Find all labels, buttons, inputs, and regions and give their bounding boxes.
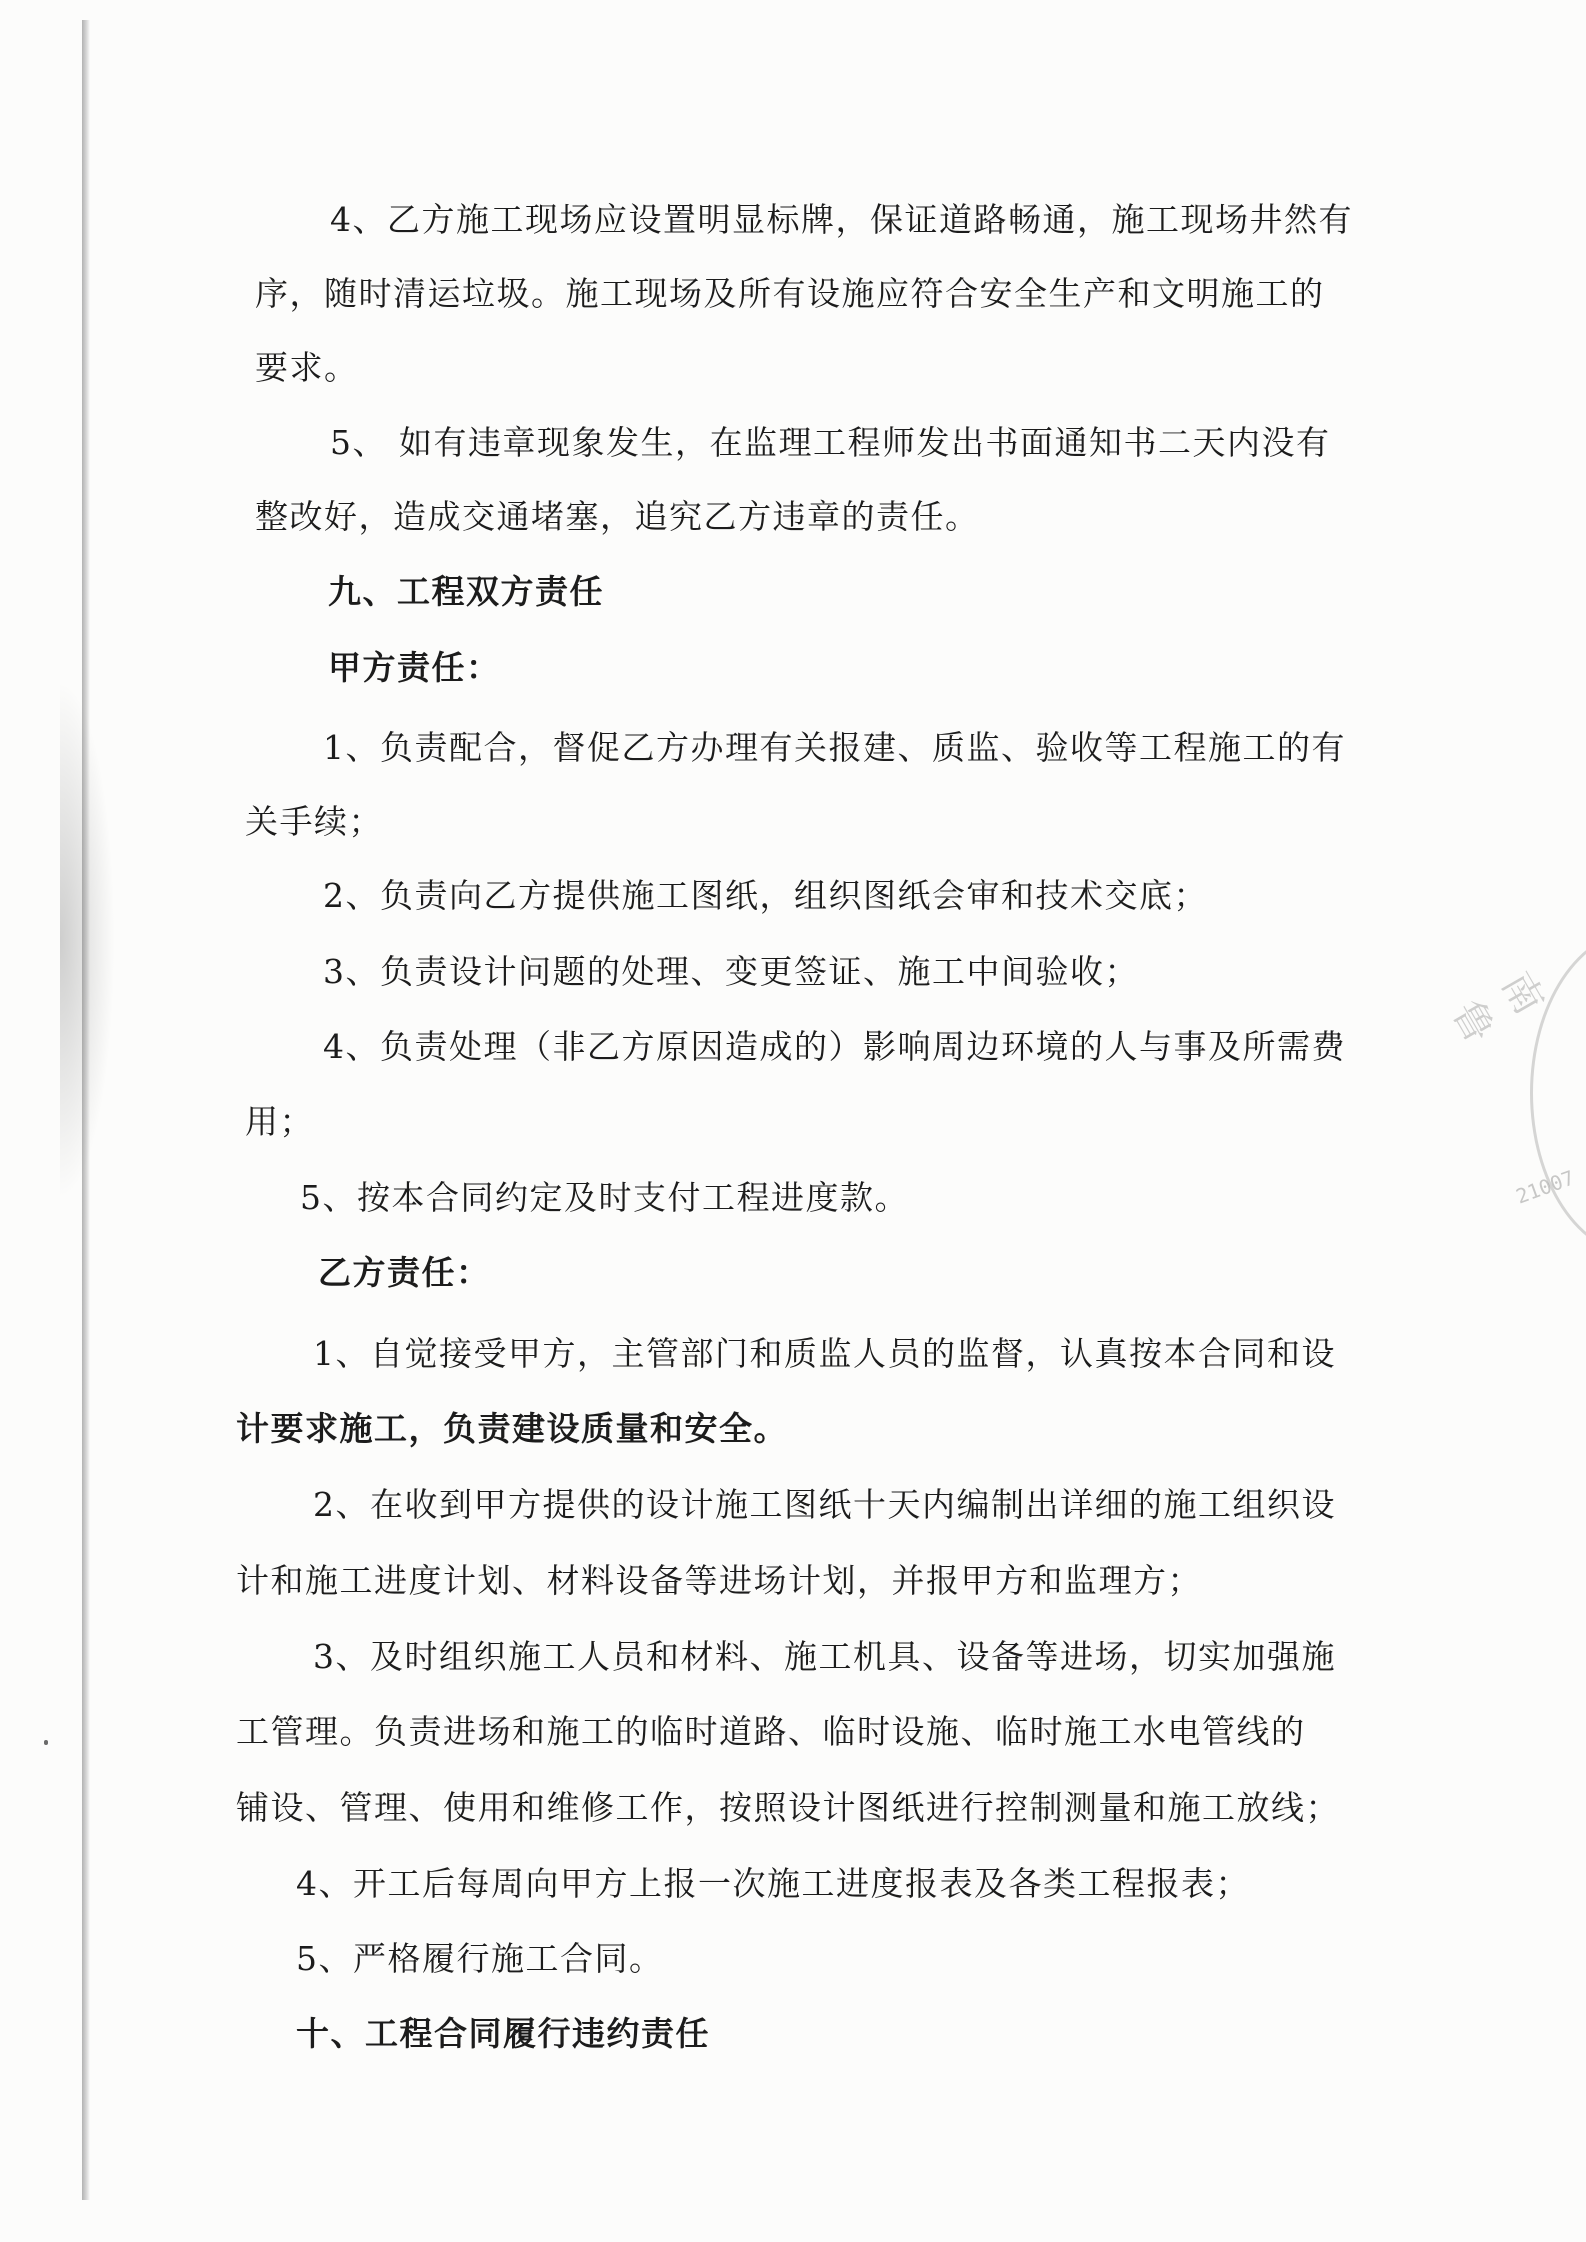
seal-number: 21007	[1512, 1165, 1578, 1209]
text-line-2: 序，随时清运垃圾。施工现场及所有设施应符合安全生产和文明施工的	[255, 274, 1325, 313]
text-line-10: 2、负责向乙方提供施工图纸，组织图纸会审和技术交底；	[323, 876, 1208, 915]
section-heading-9: 九、工程双方责任	[328, 572, 604, 611]
text-line-24: 5、严格履行施工合同。	[296, 1939, 664, 1978]
text-line-21: 工管理。负责进场和施工的临时道路、临时设施、临时施工水电管线的	[236, 1712, 1306, 1751]
section-heading-10: 十、工程合同履行违约责任	[296, 2014, 710, 2053]
text-line-13: 用；	[245, 1102, 314, 1141]
text-line-1: 4、乙方施工现场应设置明显标牌，保证道路畅通，施工现场井然有	[330, 200, 1353, 239]
party-b-heading: 乙方责任：	[318, 1253, 491, 1292]
seal-text: 南鲁	[1443, 964, 1556, 1056]
text-line-9: 关手续；	[245, 802, 383, 841]
text-line-18: 2、在收到甲方提供的设计施工图纸十天内编制出详细的施工组织设	[313, 1485, 1336, 1524]
text-line-16: 1、自觉接受甲方，主管部门和质监人员的监督，认真按本合同和设	[313, 1334, 1336, 1373]
text-line-5: 整改好，造成交通堵塞，追究乙方违章的责任。	[255, 497, 980, 536]
text-line-12: 4、负责处理（非乙方原因造成的）影响周边环境的人与事及所需费	[323, 1027, 1346, 1066]
text-line-19: 计和施工进度计划、材料设备等进场计划，并报甲方和监理方；	[236, 1561, 1202, 1600]
text-line-23: 4、开工后每周向甲方上报一次施工进度报表及各类工程报表；	[296, 1864, 1250, 1903]
text-line-17: 计要求施工，负责建设质量和安全。	[236, 1409, 788, 1448]
text-line-3: 要求。	[255, 348, 359, 387]
text-line-11: 3、负责设计问题的处理、变更签证、施工中间验收；	[323, 952, 1139, 991]
party-a-heading: 甲方责任：	[328, 648, 501, 687]
text-line-22: 铺设、管理、使用和维修工作，按照设计图纸进行控制测量和施工放线；	[236, 1788, 1340, 1827]
text-line-14: 5、按本合同约定及时支付工程进度款。	[300, 1178, 909, 1217]
scan-speck	[44, 1740, 48, 1745]
text-line-20: 3、及时组织施工人员和材料、施工机具、设备等进场，切实加强施	[313, 1637, 1336, 1676]
text-line-8: 1、负责配合，督促乙方办理有关报建、质监、验收等工程施工的有	[323, 728, 1346, 767]
binding-shadow	[60, 680, 115, 1200]
text-line-4: 5、 如有违章现象发生，在监理工程师发出书面通知书二天内没有	[330, 423, 1331, 462]
